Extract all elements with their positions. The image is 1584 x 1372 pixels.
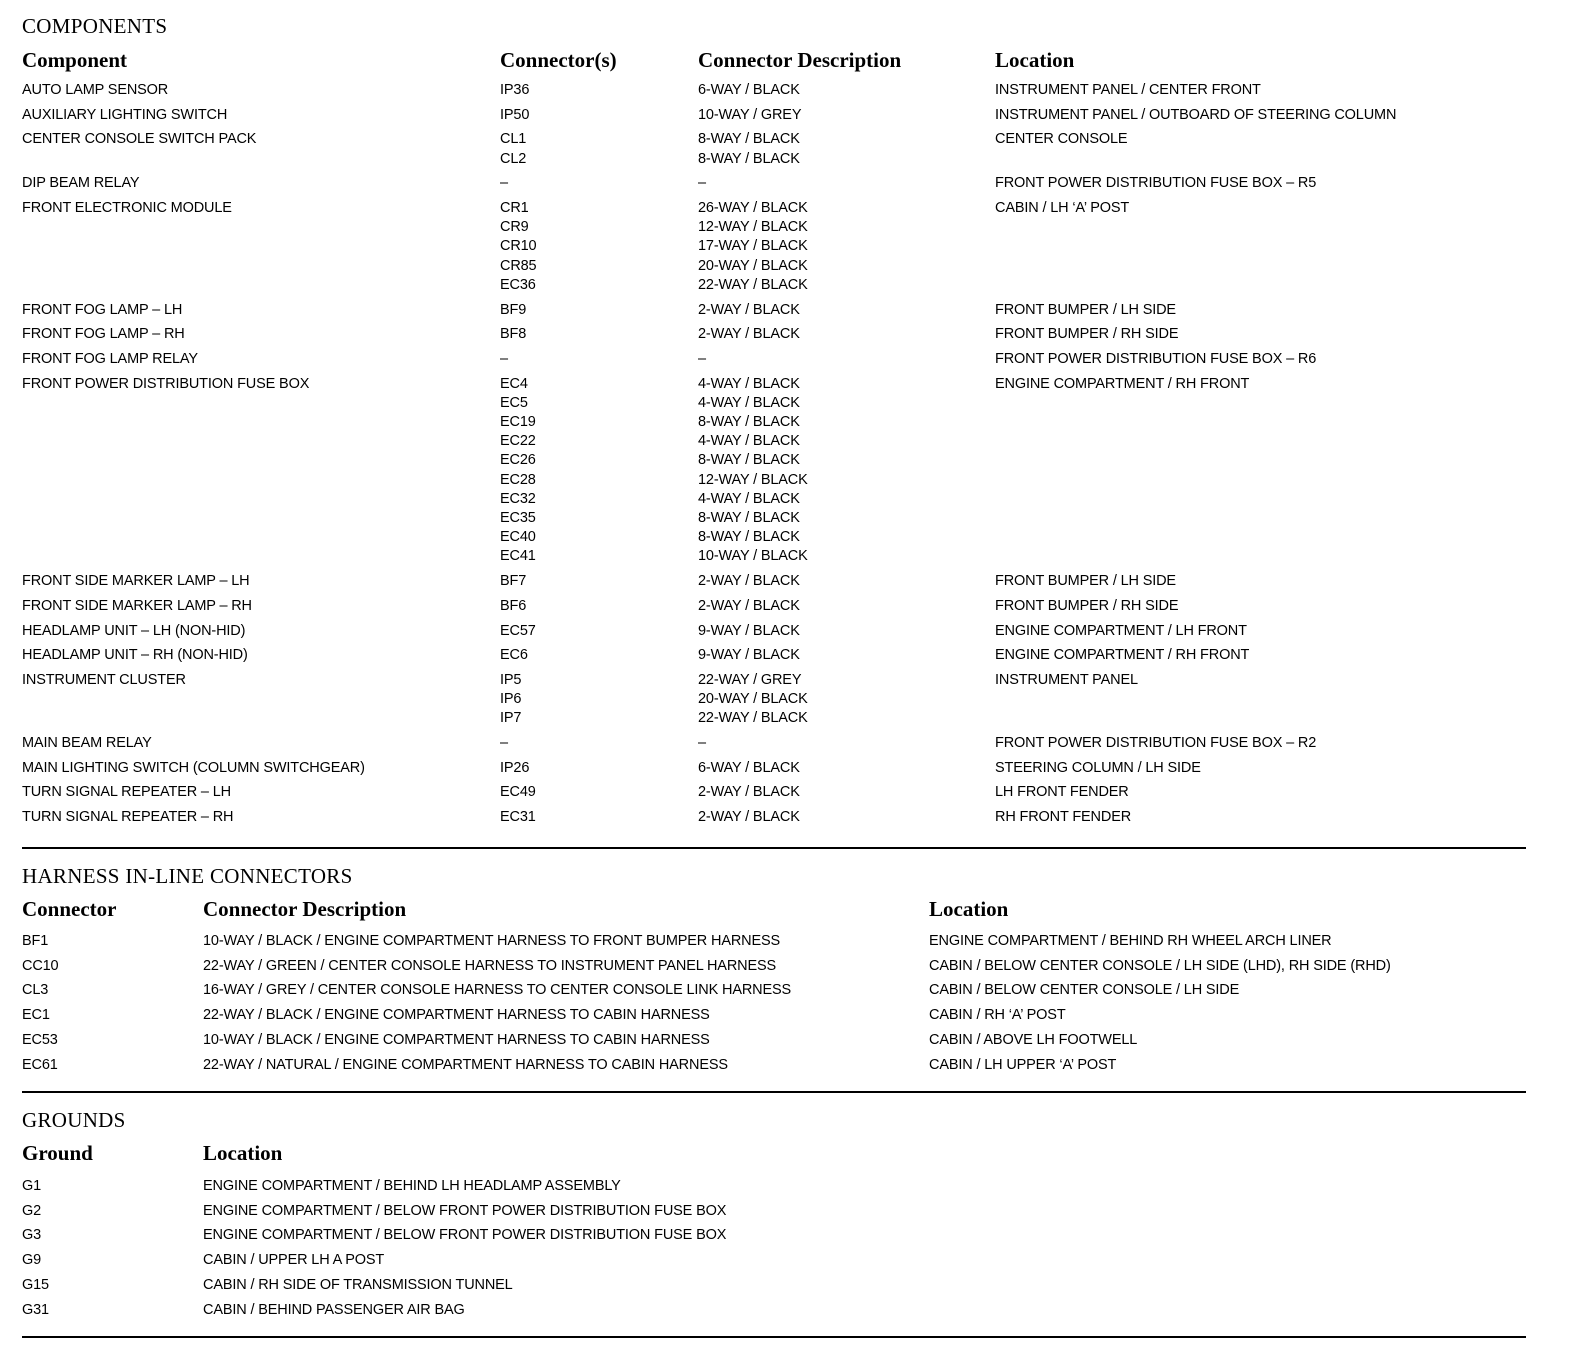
grounds-title: GROUNDS bbox=[22, 1108, 126, 1132]
component-location: FRONT BUMPER / LH SIDE bbox=[995, 301, 1176, 318]
col-header-harness-description: Connector Description bbox=[203, 897, 407, 921]
connector-id: EC5 bbox=[500, 394, 528, 411]
connector-description: 20-WAY / BLACK bbox=[698, 691, 808, 708]
connector-description: 6-WAY / BLACK bbox=[698, 82, 800, 98]
harness-description: 10-WAY / BLACK / ENGINE COMPARTMENT HARNESS TO FRONT BUMPER HARNESS bbox=[203, 933, 781, 949]
connector-id: IP6 bbox=[500, 691, 522, 708]
ground-location: CABIN / RH SIDE OF TRANSMISSION TUNNEL bbox=[203, 1276, 513, 1293]
ground-location: CABIN / BEHIND PASSENGER AIR BAG bbox=[203, 1301, 465, 1318]
connector-id: EC6 bbox=[500, 647, 528, 664]
connector-description: 17-WAY / BLACK bbox=[698, 238, 808, 255]
connector-description: 2-WAY / BLACK bbox=[698, 597, 800, 614]
ground-id: G9 bbox=[22, 1252, 42, 1269]
harness-connector-id: BF1 bbox=[22, 933, 49, 949]
connector-id: IP7 bbox=[500, 710, 522, 727]
harness-connector-id: EC61 bbox=[22, 1056, 58, 1073]
component-location: LH FRONT FENDER bbox=[995, 784, 1129, 801]
ground-id: G3 bbox=[22, 1227, 42, 1244]
component-location: FRONT POWER DISTRIBUTION FUSE BOX – R6 bbox=[995, 350, 1317, 367]
connector-id: CR9 bbox=[500, 219, 529, 236]
harness-description: 16-WAY / GREY / CENTER CONSOLE HARNESS TO CENTER CONSOLE LINK HARNESS bbox=[203, 982, 792, 999]
component-name: FRONT SIDE MARKER LAMP – LH bbox=[22, 573, 250, 590]
component-location: CABIN / LH ‘A’ POST bbox=[995, 200, 1130, 216]
connector-id: EC22 bbox=[500, 433, 536, 450]
harness-location: CABIN / LH UPPER ‘A’ POST bbox=[929, 1056, 1117, 1073]
harness-description: 10-WAY / BLACK / ENGINE COMPARTMENT HARNESS TO CABIN HARNESS bbox=[203, 1031, 710, 1048]
connector-description: 8-WAY / BLACK bbox=[698, 150, 800, 167]
harness-location: CABIN / BELOW CENTER CONSOLE / LH SIDE bbox=[929, 982, 1240, 999]
connector-description: 10-WAY / BLACK bbox=[698, 548, 808, 565]
connector-description: 2-WAY / BLACK bbox=[698, 301, 800, 318]
section-divider bbox=[22, 847, 1526, 849]
connector-description: 4-WAY / BLACK bbox=[698, 490, 800, 507]
connector-description: 4-WAY / BLACK bbox=[698, 433, 800, 450]
component-location: FRONT POWER DISTRIBUTION FUSE BOX – R5 bbox=[995, 175, 1317, 192]
harness-location: CABIN / ABOVE LH FOOTWELL bbox=[929, 1031, 1138, 1048]
connector-description: – bbox=[698, 350, 706, 367]
connector-id: EC40 bbox=[500, 529, 536, 546]
ground-location: ENGINE COMPARTMENT / BEHIND LH HEADLAMP ASSEMBLY bbox=[203, 1178, 621, 1194]
components-title: COMPONENTS bbox=[22, 14, 168, 38]
harness-title: HARNESS IN-LINE CONNECTORS bbox=[22, 864, 353, 888]
component-location: FRONT BUMPER / RH SIDE bbox=[995, 597, 1179, 614]
connector-description: 9-WAY / BLACK bbox=[698, 622, 800, 639]
connector-id: – bbox=[500, 735, 508, 751]
component-name: FRONT SIDE MARKER LAMP – RH bbox=[22, 597, 252, 614]
component-name: FRONT POWER DISTRIBUTION FUSE BOX bbox=[22, 375, 310, 392]
connector-id: CR10 bbox=[500, 238, 537, 255]
col-header-harness-location: Location bbox=[929, 897, 1009, 921]
component-name: CENTER CONSOLE SWITCH PACK bbox=[22, 131, 257, 148]
component-name: TURN SIGNAL REPEATER – RH bbox=[22, 809, 234, 826]
connector-description: 20-WAY / BLACK bbox=[698, 257, 808, 274]
harness-connector-id: EC1 bbox=[22, 1007, 50, 1024]
harness-connector-id: CC10 bbox=[22, 957, 59, 974]
ground-location: ENGINE COMPARTMENT / BELOW FRONT POWER DISTRIBUTION FUSE BOX bbox=[203, 1202, 727, 1219]
component-name: FRONT FOG LAMP RELAY bbox=[22, 350, 198, 367]
ground-id: G2 bbox=[22, 1202, 42, 1219]
connector-description: 6-WAY / BLACK bbox=[698, 759, 800, 776]
connector-description: 22-WAY / BLACK bbox=[698, 276, 808, 293]
connector-id: BF6 bbox=[500, 597, 527, 614]
connector-description: – bbox=[698, 175, 706, 192]
component-location: STEERING COLUMN / LH SIDE bbox=[995, 759, 1201, 776]
component-name: MAIN LIGHTING SWITCH (COLUMN SWITCHGEAR) bbox=[22, 759, 365, 776]
component-name: HEADLAMP UNIT – RH (NON-HID) bbox=[22, 647, 248, 664]
col-header-connectors: Connector(s) bbox=[500, 48, 617, 72]
component-location: INSTRUMENT PANEL / OUTBOARD OF STEERING COLUMN bbox=[995, 106, 1397, 123]
connector-id: CR1 bbox=[500, 200, 529, 216]
col-header-connector: Connector bbox=[22, 897, 117, 921]
component-location: ENGINE COMPARTMENT / RH FRONT bbox=[995, 375, 1250, 392]
connector-description: – bbox=[698, 735, 706, 751]
connector-description: 4-WAY / BLACK bbox=[698, 394, 800, 411]
component-name: HEADLAMP UNIT – LH (NON-HID) bbox=[22, 622, 246, 639]
col-header-component: Component bbox=[22, 48, 128, 72]
component-location: FRONT BUMPER / RH SIDE bbox=[995, 326, 1179, 343]
connector-description: 12-WAY / BLACK bbox=[698, 219, 808, 236]
ground-id: G1 bbox=[22, 1178, 42, 1194]
component-name: FRONT ELECTRONIC MODULE bbox=[22, 200, 232, 216]
component-name: DIP BEAM RELAY bbox=[22, 175, 140, 192]
component-location: FRONT BUMPER / LH SIDE bbox=[995, 573, 1176, 590]
harness-location: CABIN / BELOW CENTER CONSOLE / LH SIDE (LHD), RH SIDE (RHD) bbox=[929, 957, 1391, 974]
component-location: FRONT POWER DISTRIBUTION FUSE BOX – R2 bbox=[995, 735, 1317, 751]
connector-id: IP50 bbox=[500, 106, 530, 123]
connector-description: 4-WAY / BLACK bbox=[698, 375, 800, 392]
component-name: FRONT FOG LAMP – RH bbox=[22, 326, 185, 343]
component-name: AUTO LAMP SENSOR bbox=[22, 82, 169, 98]
connector-id: BF7 bbox=[500, 573, 527, 590]
connector-id: – bbox=[500, 175, 508, 192]
connector-id: BF8 bbox=[500, 326, 527, 343]
section-divider bbox=[22, 1091, 1526, 1093]
component-name: INSTRUMENT CLUSTER bbox=[22, 671, 186, 688]
ground-id: G31 bbox=[22, 1301, 49, 1318]
connector-id: EC49 bbox=[500, 784, 536, 801]
connector-id: EC19 bbox=[500, 414, 536, 430]
connector-id: EC36 bbox=[500, 276, 536, 293]
ground-location: ENGINE COMPARTMENT / BELOW FRONT POWER DISTRIBUTION FUSE BOX bbox=[203, 1227, 727, 1244]
component-name: MAIN BEAM RELAY bbox=[22, 735, 152, 751]
connector-id: EC28 bbox=[500, 471, 536, 488]
connector-description: 8-WAY / BLACK bbox=[698, 452, 800, 469]
connector-id: IP36 bbox=[500, 82, 530, 98]
connector-description: 22-WAY / GREY bbox=[698, 671, 802, 688]
harness-description: 22-WAY / GREEN / CENTER CONSOLE HARNESS TO INSTRUMENT PANEL HARNESS bbox=[203, 957, 777, 974]
connector-description: 9-WAY / BLACK bbox=[698, 647, 800, 664]
component-location: INSTRUMENT PANEL / CENTER FRONT bbox=[995, 82, 1261, 98]
connector-id: EC32 bbox=[500, 490, 536, 507]
ground-location: CABIN / UPPER LH A POST bbox=[203, 1252, 385, 1269]
connector-id: EC41 bbox=[500, 548, 536, 565]
harness-location: ENGINE COMPARTMENT / BEHIND RH WHEEL ARCH LINER bbox=[929, 933, 1332, 949]
col-header-ground-location: Location bbox=[203, 1141, 283, 1165]
col-header-ground: Ground bbox=[22, 1141, 93, 1165]
connector-id: – bbox=[500, 350, 508, 367]
col-header-connector-description: Connector Description bbox=[698, 48, 902, 72]
connector-description: 2-WAY / BLACK bbox=[698, 784, 800, 801]
connector-description: 22-WAY / BLACK bbox=[698, 710, 808, 727]
connector-description: 2-WAY / BLACK bbox=[698, 326, 800, 343]
connector-id: BF9 bbox=[500, 301, 527, 318]
harness-location: CABIN / RH ‘A’ POST bbox=[929, 1007, 1066, 1024]
section-divider bbox=[22, 1336, 1526, 1338]
component-location: INSTRUMENT PANEL bbox=[995, 671, 1138, 688]
connector-description: 8-WAY / BLACK bbox=[698, 510, 800, 526]
component-location: ENGINE COMPARTMENT / RH FRONT bbox=[995, 647, 1250, 664]
component-name: TURN SIGNAL REPEATER – LH bbox=[22, 784, 231, 801]
connector-description: 8-WAY / BLACK bbox=[698, 529, 800, 546]
connector-id: EC4 bbox=[500, 375, 528, 392]
connector-id: EC57 bbox=[500, 622, 536, 639]
connector-id: IP5 bbox=[500, 671, 522, 688]
connector-description: 2-WAY / BLACK bbox=[698, 809, 800, 826]
connector-id: CL2 bbox=[500, 150, 527, 167]
component-location: CENTER CONSOLE bbox=[995, 131, 1128, 148]
harness-connector-id: CL3 bbox=[22, 982, 49, 999]
component-name: FRONT FOG LAMP – LH bbox=[22, 301, 183, 318]
ground-id: G15 bbox=[22, 1276, 49, 1293]
connector-id: EC35 bbox=[500, 510, 536, 526]
component-location: ENGINE COMPARTMENT / LH FRONT bbox=[995, 622, 1247, 639]
col-header-location: Location bbox=[995, 48, 1075, 72]
connector-description: 12-WAY / BLACK bbox=[698, 471, 808, 488]
connector-description: 26-WAY / BLACK bbox=[698, 200, 808, 216]
connector-id: IP26 bbox=[500, 759, 530, 776]
connector-id: CL1 bbox=[500, 131, 527, 148]
component-name: AUXILIARY LIGHTING SWITCH bbox=[22, 106, 228, 123]
connector-description: 8-WAY / BLACK bbox=[698, 414, 800, 430]
harness-description: 22-WAY / NATURAL / ENGINE COMPARTMENT HARNESS TO CABIN HARNESS bbox=[203, 1056, 728, 1073]
connector-id: CR85 bbox=[500, 257, 537, 274]
connector-id: EC31 bbox=[500, 809, 536, 826]
connector-description: 2-WAY / BLACK bbox=[698, 573, 800, 590]
connector-description: 10-WAY / GREY bbox=[698, 106, 802, 123]
connector-id: EC26 bbox=[500, 452, 536, 469]
component-location: RH FRONT FENDER bbox=[995, 809, 1132, 826]
harness-connector-id: EC53 bbox=[22, 1031, 58, 1048]
connector-description: 8-WAY / BLACK bbox=[698, 131, 800, 148]
harness-description: 22-WAY / BLACK / ENGINE COMPARTMENT HARNESS TO CABIN HARNESS bbox=[203, 1007, 710, 1024]
